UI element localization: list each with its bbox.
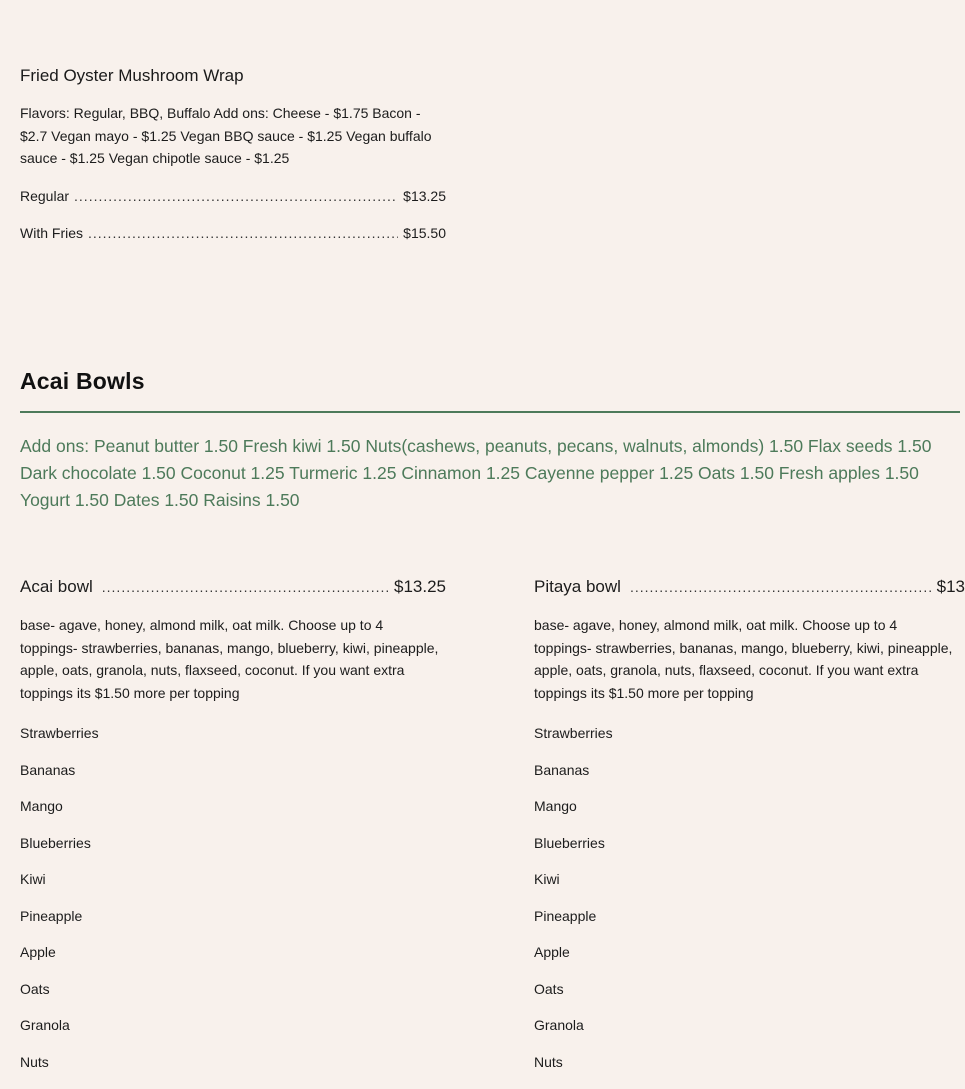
section-divider <box>20 411 960 413</box>
list-item: Oats <box>20 980 440 1017</box>
list-item: Mango <box>20 797 440 834</box>
list-item: Kiwi <box>20 870 440 907</box>
list-item: Apple <box>20 943 440 980</box>
list-item: Pineapple <box>534 907 954 944</box>
bowl-name: Acai bowl <box>20 577 93 597</box>
option-price: $15.50 <box>403 225 446 241</box>
acai-addons: Add ons: Peanut butter 1.50 Fresh kiwi 1.50 Nuts(cashews, peanuts, pecans, walnuts, almonds) 1.50 Flax seeds 1.50 Dark chocolate 1.50 Coconut 1.25 Turmeric 1.25 Cinnamon 1.25 Cayenne pepper 1.25 Oats 1.50 Fresh apples 1.50 Yogurt 1.50 Dates 1.50 Raisins 1.50 <box>20 433 955 514</box>
list-item: Granola <box>534 1016 954 1053</box>
topping-list-pitaya <box>534 724 954 1089</box>
leader-dots <box>630 579 933 595</box>
leader-dots <box>102 579 390 595</box>
section-title-acai-bowls: Acai Bowls <box>20 368 145 395</box>
list-item: Apple <box>534 943 954 980</box>
bowl-price: $13 <box>937 577 965 597</box>
list-item: Blueberries <box>534 834 954 871</box>
list-item: Bananas <box>20 761 440 798</box>
list-item: Nuts <box>20 1053 440 1089</box>
list-item: Kiwi <box>534 870 954 907</box>
option-price: $13.25 <box>403 188 446 204</box>
list-item: Strawberries <box>20 724 440 761</box>
list-item: Oats <box>534 980 954 1017</box>
leader-dots <box>88 225 398 241</box>
option-label: With Fries <box>20 225 83 241</box>
bowl-description-acai: base- agave, honey, almond milk, oat milk. Choose up to 4 toppings- strawberries, bananas, mango, blueberry, kiwi, pineapple, apple, oats, granola, nuts, flaxseed, coconut. If you want extra toppings its $1.50 more per topping <box>20 614 440 704</box>
list-item: Nuts <box>534 1053 954 1089</box>
bowl-description-pitaya: base- agave, honey, almond milk, oat milk. Choose up to 4 toppings- strawberries, bananas, mango, blueberry, kiwi, pineapple, apple, oats, granola, nuts, flaxseed, coconut. If you want extra toppings its $1.50 more per topping <box>534 614 954 704</box>
wrap-description: Flavors: Regular, BBQ, Buffalo Add ons: Cheese - $1.75 Bacon - $2.7 Vegan mayo - $1.25 Vegan BBQ sauce - $1.25 Vegan buffalo sauce - $1.25 Vegan chipotle sauce - $1.25 <box>20 102 450 170</box>
list-item: Blueberries <box>20 834 440 871</box>
leader-dots <box>74 188 398 204</box>
wrap-option-with-fries <box>20 225 446 241</box>
wrap-option-regular <box>20 188 446 204</box>
list-item: Pineapple <box>20 907 440 944</box>
list-item: Strawberries <box>534 724 954 761</box>
wrap-title: Fried Oyster Mushroom Wrap <box>20 66 244 86</box>
bowl-price: $13.25 <box>394 577 446 597</box>
list-item: Bananas <box>534 761 954 798</box>
bowl-header-acai <box>20 577 446 597</box>
option-label: Regular <box>20 188 69 204</box>
list-item: Mango <box>534 797 954 834</box>
bowl-header-pitaya <box>534 577 965 597</box>
topping-list-acai <box>20 724 440 1089</box>
list-item: Granola <box>20 1016 440 1053</box>
bowl-name: Pitaya bowl <box>534 577 621 597</box>
